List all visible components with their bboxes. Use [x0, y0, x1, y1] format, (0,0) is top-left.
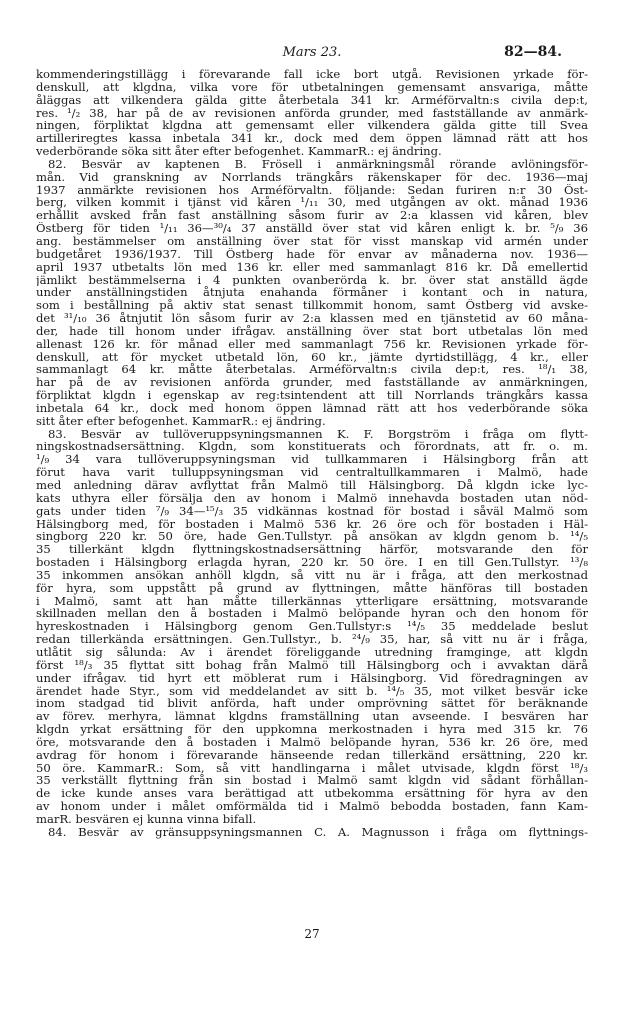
text-line: inom stadgad tid blivit anförda, haft under omprövning sättet för beräknande [36, 697, 588, 711]
text-line: de icke kunde anses vara berättigad att utbekomma ersättning för hyra av den [36, 787, 588, 801]
text-line: ang. bestämmelser om anställning över stat för visst manskap vid armén under [36, 234, 588, 248]
text-line: utlåtit sig sålunda: Av i ärendet föreliggande utredning framginge, att klgdn [36, 645, 588, 659]
text-line: av honom under i målet omförmälda tid i Malmö bebodda bostaden, fann Kam- [36, 800, 588, 813]
text-line: marR. besvären ej kunna vinna bifall. [36, 812, 257, 826]
text-line: 84. Besvär av gränsuppsyningsmannen C. A. Magnusson i fråga om flyttnings- [48, 825, 588, 839]
text-line: 50 öre. KammarR.: Som, så vitt handlingarna i målet utvisade, klgdn först ¹⁸/₃ [36, 761, 588, 775]
text-line: denskull, att för mycket utbetald lön, 60 kr., jämte dyrtidstillägg, 4 kr., eller [36, 350, 588, 364]
text-line: för hyra, som uppstått på grund av flyttningen, måtte hänföras till bostaden [36, 581, 588, 595]
header-section-range: 82—84. [504, 44, 562, 60]
text-line: under ifrågav. tid hyrt ett möblerat rum i Hälsingborg. Vid föredragningen av [36, 671, 588, 685]
text-line: med anledning därav avflyttat från Malmö till Hälsingborg. Då klgdn icke lyc- [36, 479, 588, 492]
text-line: budgetåret 1936/1937. Till Östberg hade för envar av månaderna nov. 1936— [36, 247, 588, 261]
text-line: april 1937 utbetalts lön med 136 kr. eller med sammanlagt 816 kr. Då emellertid [36, 260, 588, 274]
text-line: erhållit avsked från fast anställning såsom furir av 2:a klassen vid kåren, blev [36, 209, 588, 223]
text-line: berg, vilken kommit i tjänst vid kåren ¹/₁₁ 30, med utgången av okt. månad 1936 [36, 196, 588, 210]
text-line: ningskostnadsersättning. Klgdn, som konstituerats och förordnats, att fr. o. m. [36, 440, 588, 454]
text-line: åläggas att vilkendera gälda gitte återbetala 341 kr. Arméförvaltn:s civila dep:t, [36, 93, 588, 107]
text-line: 83. Besvär av tullöveruppsyningsmannen K. F. Borgström i fråga om flytt- [48, 427, 588, 441]
text-line: 35 verkställt flyttning från sin bostad i Malmö samt klgdn vid sådant förhållan- [36, 774, 588, 788]
text-line: singborg 220 kr. 50 öre, hade Gen.Tullstyr. på ansökan av klgdn genom b. ¹⁴/₅ [36, 530, 588, 544]
page-number: 27 [304, 927, 320, 941]
text-line: 82. Besvär av kaptenen B. Frösell i anmärkningsmål rörande avlöningsför- [48, 157, 588, 171]
text-line: skillnaden mellan den å bostaden i Malmö belöpande hyran och den honom för [36, 607, 588, 621]
text-line: har på de av revisionen anförda grunder, med fastställande av anmärkningen, [36, 376, 588, 390]
text-line: res. ¹/₂ 38, har på de av revisionen anförda grunder, med fastställande av anmärk- [36, 106, 588, 120]
text-line: förpliktat klgdn i egenskap av reg:tsintendent att till Norrlands trängkårs kassa [36, 389, 588, 402]
body-text [36, 68, 588, 839]
text-line: kats uthyra eller försälja den av honom i Malmö innehavda bostaden utan nöd- [36, 491, 588, 505]
text-line: gats under tiden ⁷/₉ 34—¹⁵/₃ 35 vidkännas kostnad för bostad i såväl Malmö som [36, 504, 588, 518]
text-line: inbetala 64 kr., dock med honom öppen lämnad rätt att hos vederbörande söka [36, 401, 588, 415]
text-line: denskull, att klgdna, vilka vore för utbetalningen gemensamt ansvariga, måtte [36, 80, 588, 94]
text-line: Östberg för tiden ¹/₁₁ 36—³⁰/₄ 37 anställd över stat vid kåren enligt k. br. ⁵/₉ 36 [36, 222, 588, 235]
text-line: 35 inkommen ansökan anhöll klgdn, så vitt nu är i fråga, att den merkostnad [36, 568, 588, 582]
text-line: artilleriregtes kassa inbetala 341 kr., dock med dem öppen lämnad rätt att hos [36, 132, 588, 146]
text-line: under anställningstiden åtnjuta enahanda förmåner i kontant och in natura, [36, 286, 588, 300]
text-line: först ¹⁸/₃ 35 flyttat sitt bohag från Malmö till Hälsingborg och i avvaktan därå [36, 658, 588, 672]
text-line: der, hade till honom under ifrågav. anställning över stat bort utbetalas lön med [36, 324, 588, 338]
text-line: ¹/₉ 34 vara tullöveruppsyningsman vid tullkammaren i Hälsingborg från att [36, 453, 588, 467]
text-line: Hälsingborg med, för bostaden i Malmö 536 kr. 26 öre och för bostaden i Häl- [36, 517, 588, 531]
text-line: klgdn yrkat ersättning för den uppkomna merkostnaden i hyra med 315 kr. 76 [36, 723, 588, 736]
text-line: sammanlagt 64 kr. måtte återbetalas. Arméförvaltn:s civila dep:t, res. ¹⁸/₁ 38, [36, 363, 588, 377]
text-line: vederbörande söka sitt åter efter befogenhet. KammarR.: ej ändring. [36, 145, 442, 158]
text-line: öre, motsvarande den å bostaden i Malmö belöpande hyran, 536 kr. 26 öre, med [36, 735, 588, 749]
text-line: som i bestållning på aktiv stat senast tillkommit honom, samt Östberg vid avske- [36, 299, 588, 313]
text-line: kommenderingstillägg i förevarande fall icke bort utgå. Revisionen yrkade för- [36, 68, 588, 81]
text-line: 1937 anmärkte revisionen hos Arméförvaltn. följande: Sedan furiren n:r 30 Öst- [36, 183, 588, 197]
text-line: allenast 126 kr. för månad eller med sammanlagt 756 kr. Revisionen yrkade för- [36, 337, 588, 351]
text-line: avdrag för honom i förevarande hänseende redan tillerkänd ersättning, 220 kr. [36, 748, 588, 762]
text-line: jämlikt bestämmelserna i 4 punkten ovanberörda k. br. över stat anställd ägde [36, 273, 588, 287]
text-line: i Malmö, samt att han måtte tillerkännas ytterligare ersättning, motsvarande [36, 594, 588, 608]
text-line: ningen, förpliktat klgdna att gemensamt eller vilkendera gälda gitte till Svea [36, 119, 588, 133]
text-line: mån. Vid granskning av Norrlands trängkårs räkenskaper för dec. 1936—maj [36, 170, 588, 184]
text-line: hyreskostnaden i Hälsingborg genom Gen.Tullstyr:s ¹⁴/₅ 35 meddelade beslut [36, 620, 588, 634]
text-line: 35 tillerkänt klgdn flyttningskostnadsersättning härför, motsvarande den för [36, 543, 588, 557]
text-line: förut hava varit tulluppsyningsman vid centraltullkammaren i Malmö, hade [36, 466, 588, 479]
text-line: ärendet hade Styr., som vid meddelandet av sitt b. ¹⁴/₅ 35, mot vilket besvär icke [36, 684, 588, 698]
text-line: bostaden i Hälsingborg erlagda hyran, 220 kr. 50 öre. I en till Gen.Tullstyr. ¹³/₈ [36, 556, 588, 569]
text-line: redan tillerkända ersättningen. Gen.Tullstyr., b. ²⁴/₉ 35, har, så vitt nu är i fråga, [36, 633, 588, 646]
text-line: av förev. merhyra, lämnat klgdns framställning utan avseende. I besvären har [36, 710, 588, 724]
text-line: det ³¹/₁₀ 36 åtnjutit lön såsom furir av 2:a klassen med en tjänstetid av 60 måna- [36, 312, 588, 325]
text-line: sitt åter efter befogenhet. KammarR.: ej ändring. [36, 414, 326, 428]
header-date: Mars 23. [282, 45, 342, 60]
